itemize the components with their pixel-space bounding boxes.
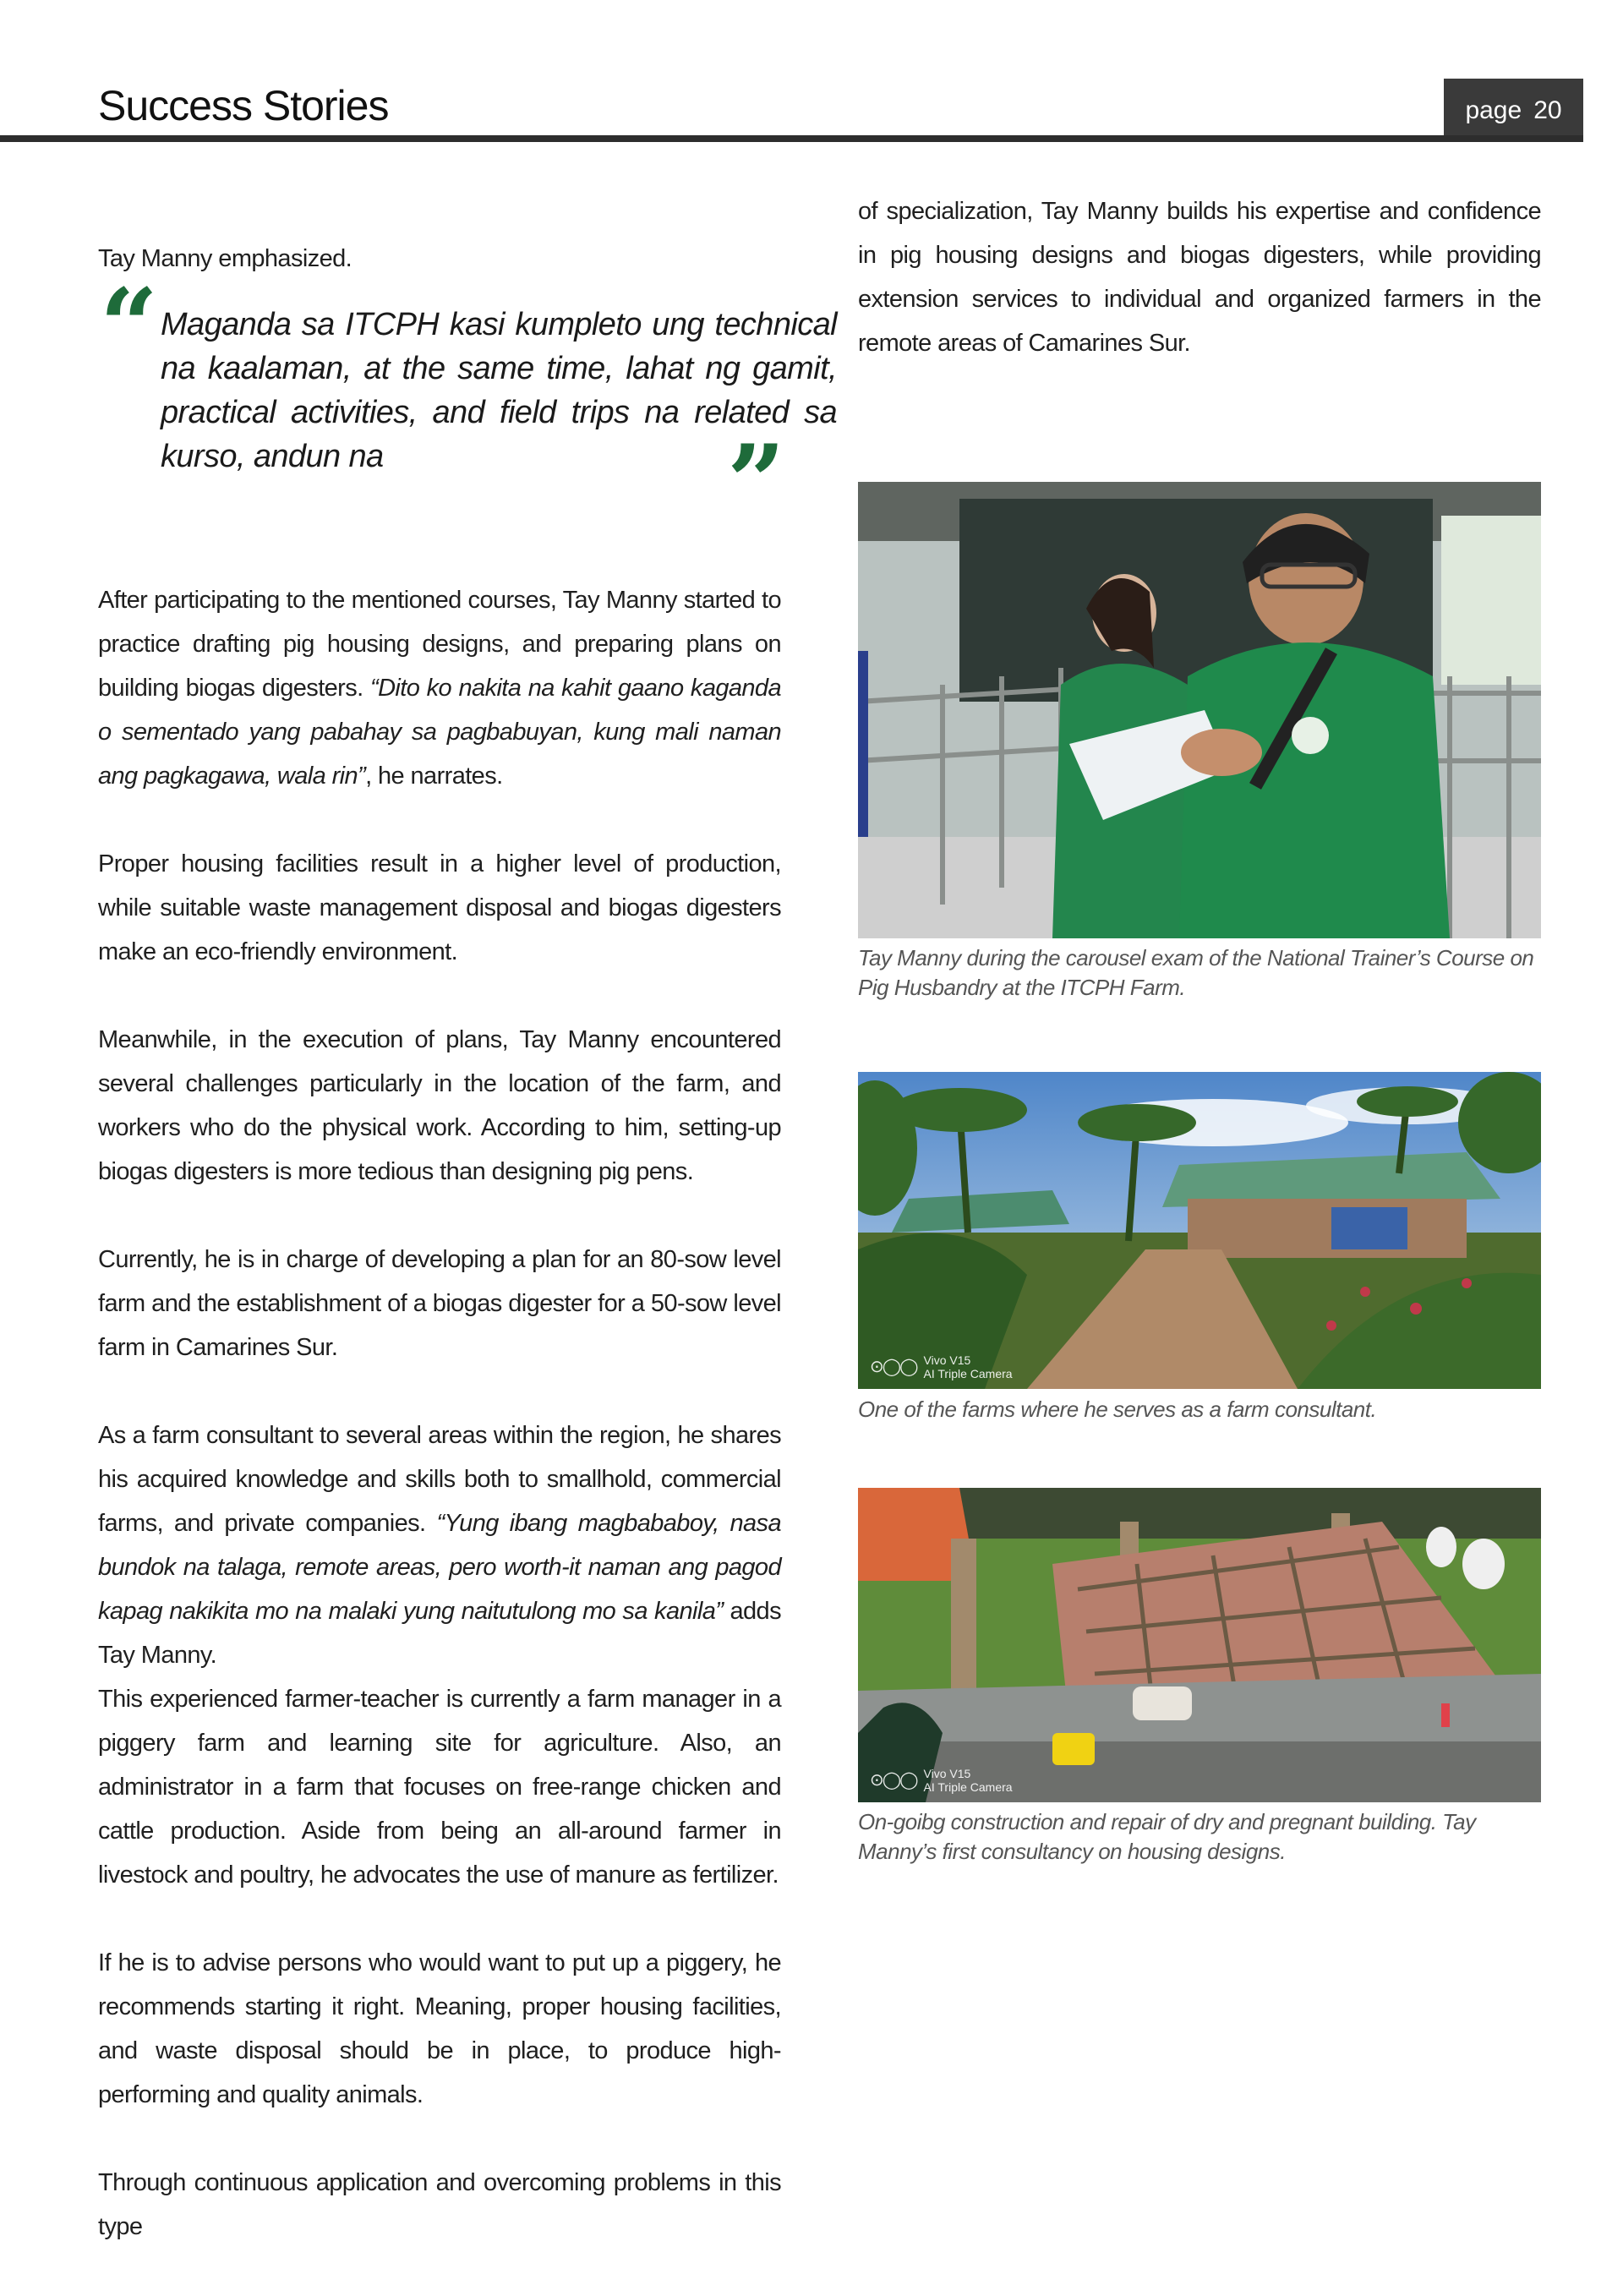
body-paragraph-6: This experienced farmer-teacher is currently a farm manager in a piggery farm and learning site for agriculture. Also, an administrator in a farm that focuses on free-range chicken and cattle production. Aside from being an all-around farmer in livestock and poultry, he advocates the use of manure as fertilizer. (98, 1686, 781, 1889)
right-column-paragraph: of specialization, Tay Manny builds his expertise and confidence in pig housing designs and biogas digesters, while providing extension services to individual and organized farmers in the remote areas of Camarines Sur. (858, 198, 1541, 357)
photo-carousel-exam (858, 482, 1541, 938)
body-paragraph-3: Meanwhile, in the execution of plans, Tay Manny encountered several challenges particularly in the location of the farm, and workers who do the physical work. According to him, setting-up biogas digesters is more tedious than designing pig pens. (98, 1026, 781, 1185)
body-paragraph-5: As a farm consultant to several areas within the region, he shares his acquired knowledge and skills both to smallhold, commercial farms, and private companies. “Yung ibang magbababoy, nasa bundok na talaga, remote areas, pero worth-it naman ang pagod kapag nakikita mo na malaki yung naitutulong mo sa kanila” adds Tay Manny. (98, 1422, 781, 1669)
camera-rings-icon: ⊙◯◯ (870, 1771, 917, 1790)
body-paragraph-4: Currently, he is in charge of developing a plan for an 80-sow level farm and the establishment of a biogas digester for a 50-sow level farm in Camarines Sur. (98, 1246, 781, 1361)
body-paragraph-1: After participating to the mentioned courses, Tay Manny started to practice drafting pig housing designs, and preparing plans on building biogas digesters. “Dito ko nakita na kahit gaano kaganda o sementado yang pabahay sa pagbabuyan, kung mali naman ang pagkagawa, wala rin”, he narrates. (98, 587, 781, 790)
section-title: Success Stories (98, 82, 389, 129)
photo-building-construction (858, 1488, 1541, 1802)
body-paragraph-7: If he is to advise persons who would want to put up a piggery, he recommends starting it right. Meaning, proper housing facilities, and waste disposal should be in place, to produce high-performing and quality animals. (98, 1949, 781, 2108)
pull-quote (100, 266, 837, 542)
photo-farm-consultant (858, 1072, 1541, 1389)
body-paragraph-8: Through continuous application and overcoming problems in this type (98, 2169, 781, 2240)
lead-line: Tay Manny emphasized. (98, 245, 352, 272)
page-label: page (1465, 96, 1522, 124)
photo-caption-2: One of the farms where he serves as a farm consultant. (858, 1397, 1377, 1422)
photo-caption-3: On-goibg construction and repair of dry and pregnant building. Tay Manny’s first consultancy on housing designs. (858, 1809, 1476, 1864)
page-number: 20 (1533, 96, 1562, 124)
body-paragraph-2: Proper housing facilities result in a higher level of production, while suitable waste management disposal and biogas digesters make an eco-friendly environment. (98, 850, 781, 965)
camera-watermark: ⊙◯◯ Vivo V15 AI Triple Camera (870, 1767, 1013, 1794)
close-quote-icon: ” (727, 423, 786, 542)
camera-watermark: ⊙◯◯ Vivo V15 AI Triple Camera (870, 1353, 1013, 1380)
header-rule (0, 135, 1583, 142)
camera-rings-icon: ⊙◯◯ (870, 1358, 917, 1376)
photo-caption-1: Tay Manny during the carousel exam of the National Trainer’s Course on Pig Husbandry at the ITCPH Farm. (858, 945, 1534, 1000)
page-number-badge (1444, 79, 1583, 142)
quote-text: Maganda sa ITCPH kasi kumpleto ung technical na kaalaman, at the same time, lahat ng gamit, practical activities, and field trips na related sa kurso, andun na (161, 307, 837, 474)
open-quote-icon: “ (100, 266, 159, 385)
